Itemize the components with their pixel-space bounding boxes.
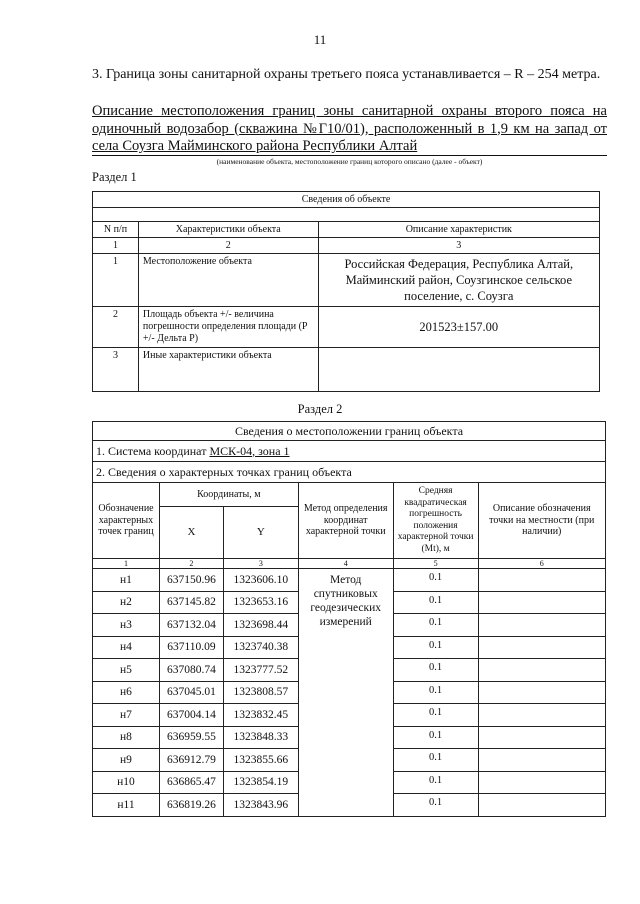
point-x: 636959.55 (159, 726, 223, 749)
point-y: 1323854.19 (223, 771, 298, 794)
point-description (478, 794, 606, 817)
point-x: 637132.04 (159, 614, 223, 637)
point-description (478, 659, 606, 682)
boundary-section-title: Сведения о местоположении границ объекта (93, 422, 606, 441)
method-header: Метод определения координат характерной точки (298, 483, 393, 559)
point-x: 636865.47 (159, 771, 223, 794)
heading-rule (92, 155, 607, 156)
point-y: 1323808.57 (223, 681, 298, 704)
point-x: 636819.26 (159, 794, 223, 817)
zone-three-paragraph: 3. Граница зоны санитарной охраны третьего пояса устанавливается – R – 254 метра. (92, 67, 601, 82)
point-y: 1323606.10 (223, 569, 298, 592)
col-header: N п/п (93, 222, 139, 238)
point-y: 1323777.52 (223, 659, 298, 682)
point-accuracy: 0.1 (393, 659, 478, 682)
y-header: Y (223, 507, 298, 559)
point-accuracy: 0.1 (393, 771, 478, 794)
description-header: Описание обозначения точки на местности (при наличии) (478, 483, 606, 559)
point-x: 636912.79 (159, 749, 223, 772)
point-accuracy: 0.1 (393, 794, 478, 817)
point-y: 1323740.38 (223, 636, 298, 659)
point-description (478, 704, 606, 727)
point-y: 1323832.45 (223, 704, 298, 727)
point-description (478, 591, 606, 614)
row-name: Иные характеристики объекта (138, 348, 318, 392)
coord-system-row (93, 441, 606, 462)
coord-system-value: МСК-04, зона 1 (209, 443, 290, 458)
point-id: н8 (93, 726, 160, 749)
point-id: н1 (93, 569, 160, 592)
col-header: Характеристики объекта (138, 222, 318, 238)
section1-label: Раздел 1 (92, 170, 137, 184)
point-y: 1323698.44 (223, 614, 298, 637)
point-x: 637145.82 (159, 591, 223, 614)
heading-note: (наименование объекта, местоположение границ которого описано (далее - объект) (216, 157, 483, 166)
point-id: н10 (93, 771, 160, 794)
col-number: 3 (318, 238, 599, 254)
point-x: 637110.09 (159, 636, 223, 659)
coords-header: Координаты, м (159, 483, 298, 507)
point-accuracy: 0.1 (393, 636, 478, 659)
point-id: н9 (93, 749, 160, 772)
col-number: 6 (478, 559, 606, 569)
point-id: н4 (93, 636, 160, 659)
points-title: 2. Сведения о характерных точках границ объекта (93, 462, 606, 483)
point-id: н11 (93, 794, 160, 817)
point-y: 1323848.33 (223, 726, 298, 749)
point-header: Обозначение характерных точек границ (93, 483, 160, 559)
x-header: X (159, 507, 223, 559)
col-number: 5 (393, 559, 478, 569)
table-row (93, 569, 606, 592)
point-accuracy: 0.1 (393, 591, 478, 614)
row-value: Российская Федерация, Республика Алтай, Майминский район, Соузгинское сельское поселение, с. Соузга (318, 254, 599, 307)
coord-system-prefix: 1. Система координат (96, 443, 207, 458)
point-id: н6 (93, 681, 160, 704)
col-number: 4 (298, 559, 393, 569)
accuracy-header: Средняя квадратическая погрешность положения характерной точки (Mt), м (393, 483, 478, 559)
point-description (478, 614, 606, 637)
point-x: 637080.74 (159, 659, 223, 682)
table-row (93, 254, 600, 307)
section2-label: Раздел 2 (297, 402, 343, 416)
col-number: 1 (93, 238, 139, 254)
table-row (93, 307, 600, 348)
row-name: Местоположение объекта (138, 254, 318, 307)
col-number: 2 (159, 559, 223, 569)
point-accuracy: 0.1 (393, 749, 478, 772)
point-description (478, 569, 606, 592)
point-accuracy: 0.1 (393, 726, 478, 749)
point-accuracy: 0.1 (393, 614, 478, 637)
blank-row (93, 208, 600, 222)
point-description (478, 726, 606, 749)
point-accuracy: 0.1 (393, 681, 478, 704)
point-id: н2 (93, 591, 160, 614)
point-y: 1323653.16 (223, 591, 298, 614)
col-header: Описание характеристик (318, 222, 599, 238)
point-accuracy: 0.1 (393, 569, 478, 592)
method-cell: Метод спутниковых геодезических измерений (298, 569, 393, 817)
point-description (478, 749, 606, 772)
table-row (93, 348, 600, 392)
point-y: 1323843.96 (223, 794, 298, 817)
row-number: 3 (93, 348, 139, 392)
row-value (318, 348, 599, 392)
point-id: н3 (93, 614, 160, 637)
point-accuracy: 0.1 (393, 704, 478, 727)
object-info-title: Сведения об объекте (93, 192, 600, 208)
col-number: 3 (223, 559, 298, 569)
point-description (478, 636, 606, 659)
boundary-points-table (92, 421, 606, 817)
point-id: н5 (93, 659, 160, 682)
point-y: 1323855.66 (223, 749, 298, 772)
row-number: 1 (93, 254, 139, 307)
point-description (478, 771, 606, 794)
point-x: 637004.14 (159, 704, 223, 727)
point-x: 637150.96 (159, 569, 223, 592)
point-x: 637045.01 (159, 681, 223, 704)
document-heading: Описание местоположения границ зоны санитарной охраны второго пояса на одиночный водозабор (скважина №Г10/01), расположенный в 1,9 км на запад от села Соузга Майминского района Республики Алтай (92, 103, 607, 154)
row-number: 2 (93, 307, 139, 348)
page-number: 11 (313, 32, 327, 47)
point-id: н7 (93, 704, 160, 727)
object-info-table (92, 191, 600, 392)
row-name: Площадь объекта +/- величина погрешности определения площади (P +/- Дельта P) (138, 307, 318, 348)
row-value: 201523±157.00 (318, 307, 599, 348)
col-number: 1 (93, 559, 160, 569)
col-number: 2 (138, 238, 318, 254)
point-description (478, 681, 606, 704)
